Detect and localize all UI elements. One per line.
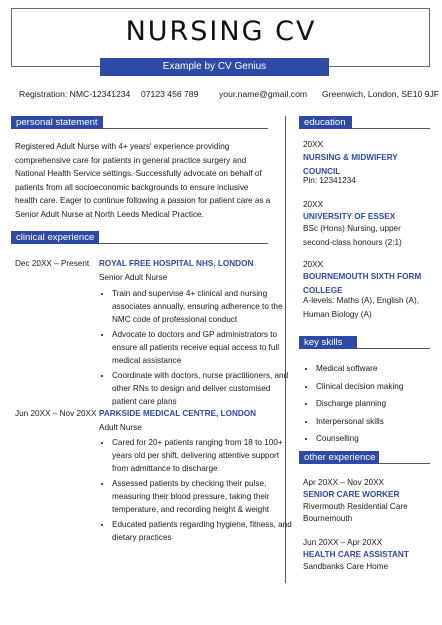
job-bullets [98, 436, 292, 546]
registration-number: Registration: NMC-12341234 [19, 89, 131, 99]
list-item: • Clinical decision making [316, 380, 442, 393]
list-item: • Coordinate with doctors, nurse practitioners, and other RNs to design and deliver customised patient care plans [112, 369, 292, 408]
section-rule [379, 463, 430, 464]
list-item: • Medical software [316, 362, 442, 375]
education-year: 20XX [303, 140, 324, 149]
location: Greenwich, London, SE10 9JF [322, 89, 440, 99]
education-detail: Pin: 12341234 [303, 176, 356, 185]
job-employer: PARKSIDE MEDICAL CENTRE, LONDON [99, 409, 257, 418]
education-year: 20XX [303, 200, 324, 209]
job-employer: ROYAL FREE HOSPITAL NHS, LONDON [99, 259, 254, 268]
job-bullets [98, 287, 292, 410]
key-skills-heading: key skills [299, 336, 357, 349]
education-heading: education [299, 116, 352, 129]
list-item: • Train and supervise 4+ clinical and nursing associates annually, ensuring adherence to the NMC code of professional conduct [112, 287, 292, 326]
section-rule [357, 348, 430, 349]
other-title: HEALTH CARE ASSISTANT [303, 550, 409, 559]
list-item: • Cared for 20+ patients ranging from 18 to 100+ years old per shift, delivering attentive support from admittance to discharge [112, 436, 292, 475]
list-item: • Assessed patients by checking their pulse, measuring their blood pressure, taking their temperature, and recording height & weight [112, 477, 292, 516]
other-org: Sandbanks Care Home [303, 562, 389, 571]
subtitle-banner: Example by CV Genius [100, 58, 329, 76]
email-address: your.name@gmail.com [219, 89, 308, 99]
other-dates: Apr 20XX – Nov 20XX [303, 478, 385, 487]
personal-statement-text: Registered Adult Nurse with 4+ years' experience providing comprehensive care for patients in general practice surgery and National Health Service settings. Successfully advocate on behalf of patients from all socioeconomic backgrounds to ensure inclusive health care. Eager to continue following a passion for patient care as a Senior Adult Nurse at North Leeds Medical Practice. [15, 142, 271, 219]
other-location: Bournemouth [303, 514, 353, 523]
list-item: • Interpersonal skills [316, 415, 442, 428]
section-rule [99, 243, 268, 244]
job-dates: Jun 20XX – Nov 20XX [15, 409, 97, 418]
section-rule [352, 128, 430, 129]
clinical-experience-heading: clinical experience [11, 231, 99, 244]
job-dates: Dec 20XX – Present [15, 259, 90, 268]
education-detail: BSc (Hons) Nursing, upper second-class honours (2:1) [303, 224, 402, 247]
job-role: Adult Nurse [99, 423, 142, 432]
education-school: UNIVERSITY OF ESSEX [303, 212, 396, 221]
skills-list [302, 362, 442, 450]
other-experience-heading: other experience [299, 451, 379, 464]
education-school: BOURNEMOUTH SIXTH FORM COLLEGE [303, 272, 422, 295]
page-title: NURSING CV [125, 16, 317, 47]
education-year: 20XX [303, 260, 324, 269]
education-school: NURSING & MIDWIFERY COUNCIL [303, 153, 398, 176]
education-detail: A-levels: Maths (A), English (A), Human Biology (A) [303, 296, 420, 319]
other-title: SENIOR CARE WORKER [303, 490, 400, 499]
personal-statement-heading: personal statement [11, 116, 103, 129]
other-dates: Jun 20XX – Apr 20XX [303, 538, 383, 547]
job-role: Senior Adult Nurse [99, 273, 168, 282]
list-item: • Counselling [316, 432, 442, 445]
list-item: • Discharge planning [316, 397, 442, 410]
other-org: Rivermouth Residential Care [303, 502, 408, 511]
phone-number: 07123 456 789 [141, 89, 199, 99]
list-item: • Advocate to doctors and GP administrators to ensure all patients receive equal access to full medical assistance [112, 328, 292, 367]
list-item: • Educated patients regarding hygiene, fitness, and dietary practices [112, 518, 292, 544]
section-rule [103, 128, 268, 129]
